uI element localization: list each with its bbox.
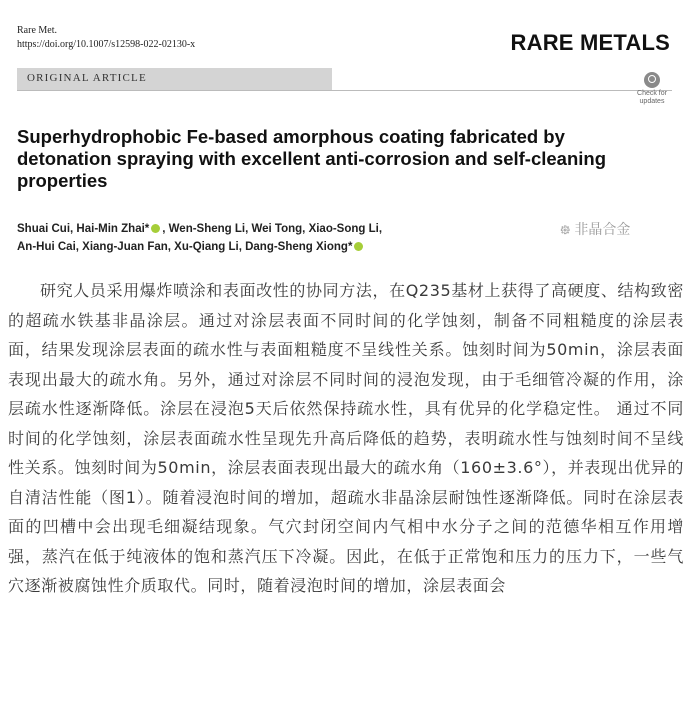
authors-part-2: , Wen-Sheng Li, Wei Tong, Xiao-Song Li, [162, 223, 383, 235]
watermark [560, 219, 630, 242]
author-line-2 [17, 238, 537, 256]
journal-abbrev: Rare Met. [17, 25, 57, 36]
authors-part-1: Shuai Cui, Hai-Min Zhai* [17, 223, 150, 235]
check-for-updates-badge[interactable] [631, 72, 673, 110]
paper-title: Superhydrophobic Fe-based amorphous coating fabricated by detonation spraying with excellent anti-corrosion and self-cleaning properties [17, 126, 607, 191]
check-updates-icon [644, 72, 660, 88]
header-divider [17, 90, 672, 91]
check-updates-line2: updates [639, 98, 665, 105]
author-list [17, 220, 537, 256]
journal-name: RARE METALS [510, 30, 670, 55]
article-type-label: ORIGINAL ARTICLE [27, 72, 147, 84]
check-updates-line1: Check for [637, 90, 667, 97]
article-type-band [17, 68, 332, 91]
journal-meta [17, 24, 195, 52]
watermark-text: 非晶合金 [574, 222, 631, 238]
body-paragraph: 研究人员采用爆炸喷涂和表面改性的协同方法，在Q235基材上获得了高硬度、结构致密的超疏水铁基非晶涂层。通过对涂层表面不同时间的化学蚀刻，制备不同粗糙度的涂层表面，结果发现涂层表面的疏水性与表面粗糙度不呈线性关系。蚀刻时间为50min，涂层表面表现出最大的疏水角。另外，通过对涂层不同时间的浸泡发现，由于毛细管冷凝的作用，涂层疏水性逐渐降低。涂层在浸泡5天后依然保持疏水性，具有优异的化学稳定性。 通过不同时间的化学蚀刻，涂层表面疏水性呈现先升高后降低的趋势，表明疏水性与蚀刻时间不呈线性关系。蚀刻时间为50min，涂层表面表现出最大的疏水角（160±3.6°），并表现出优异的自清洁性能（图1）。随着浸泡时间的增加，超疏水非晶涂层耐蚀性逐渐降低。同时在涂层表面的凹槽中会出现毛细凝结现象。气穴封闭空间内气相中水分子之间的范德华相互作用增强，蒸汽在低于纯液体的饱和蒸汽压下冷凝。因此，在低于正常饱和压力的压力下，一些气穴逐渐被腐蚀性介质取代。同时，随着浸泡时间的增加，涂层表面会 [8, 281, 684, 595]
doi-link[interactable]: https://doi.org/10.1007/s12598-022-02130-x [17, 39, 196, 50]
orcid-icon[interactable] [151, 224, 160, 233]
author-line-1 [17, 220, 537, 238]
authors-part-3: An-Hui Cai, Xiang-Juan Fan, Xu-Qiang Li, Dang-Sheng Xiong* [17, 241, 353, 253]
wechat-icon: ᪥ [560, 222, 571, 238]
orcid-icon[interactable] [354, 242, 363, 251]
